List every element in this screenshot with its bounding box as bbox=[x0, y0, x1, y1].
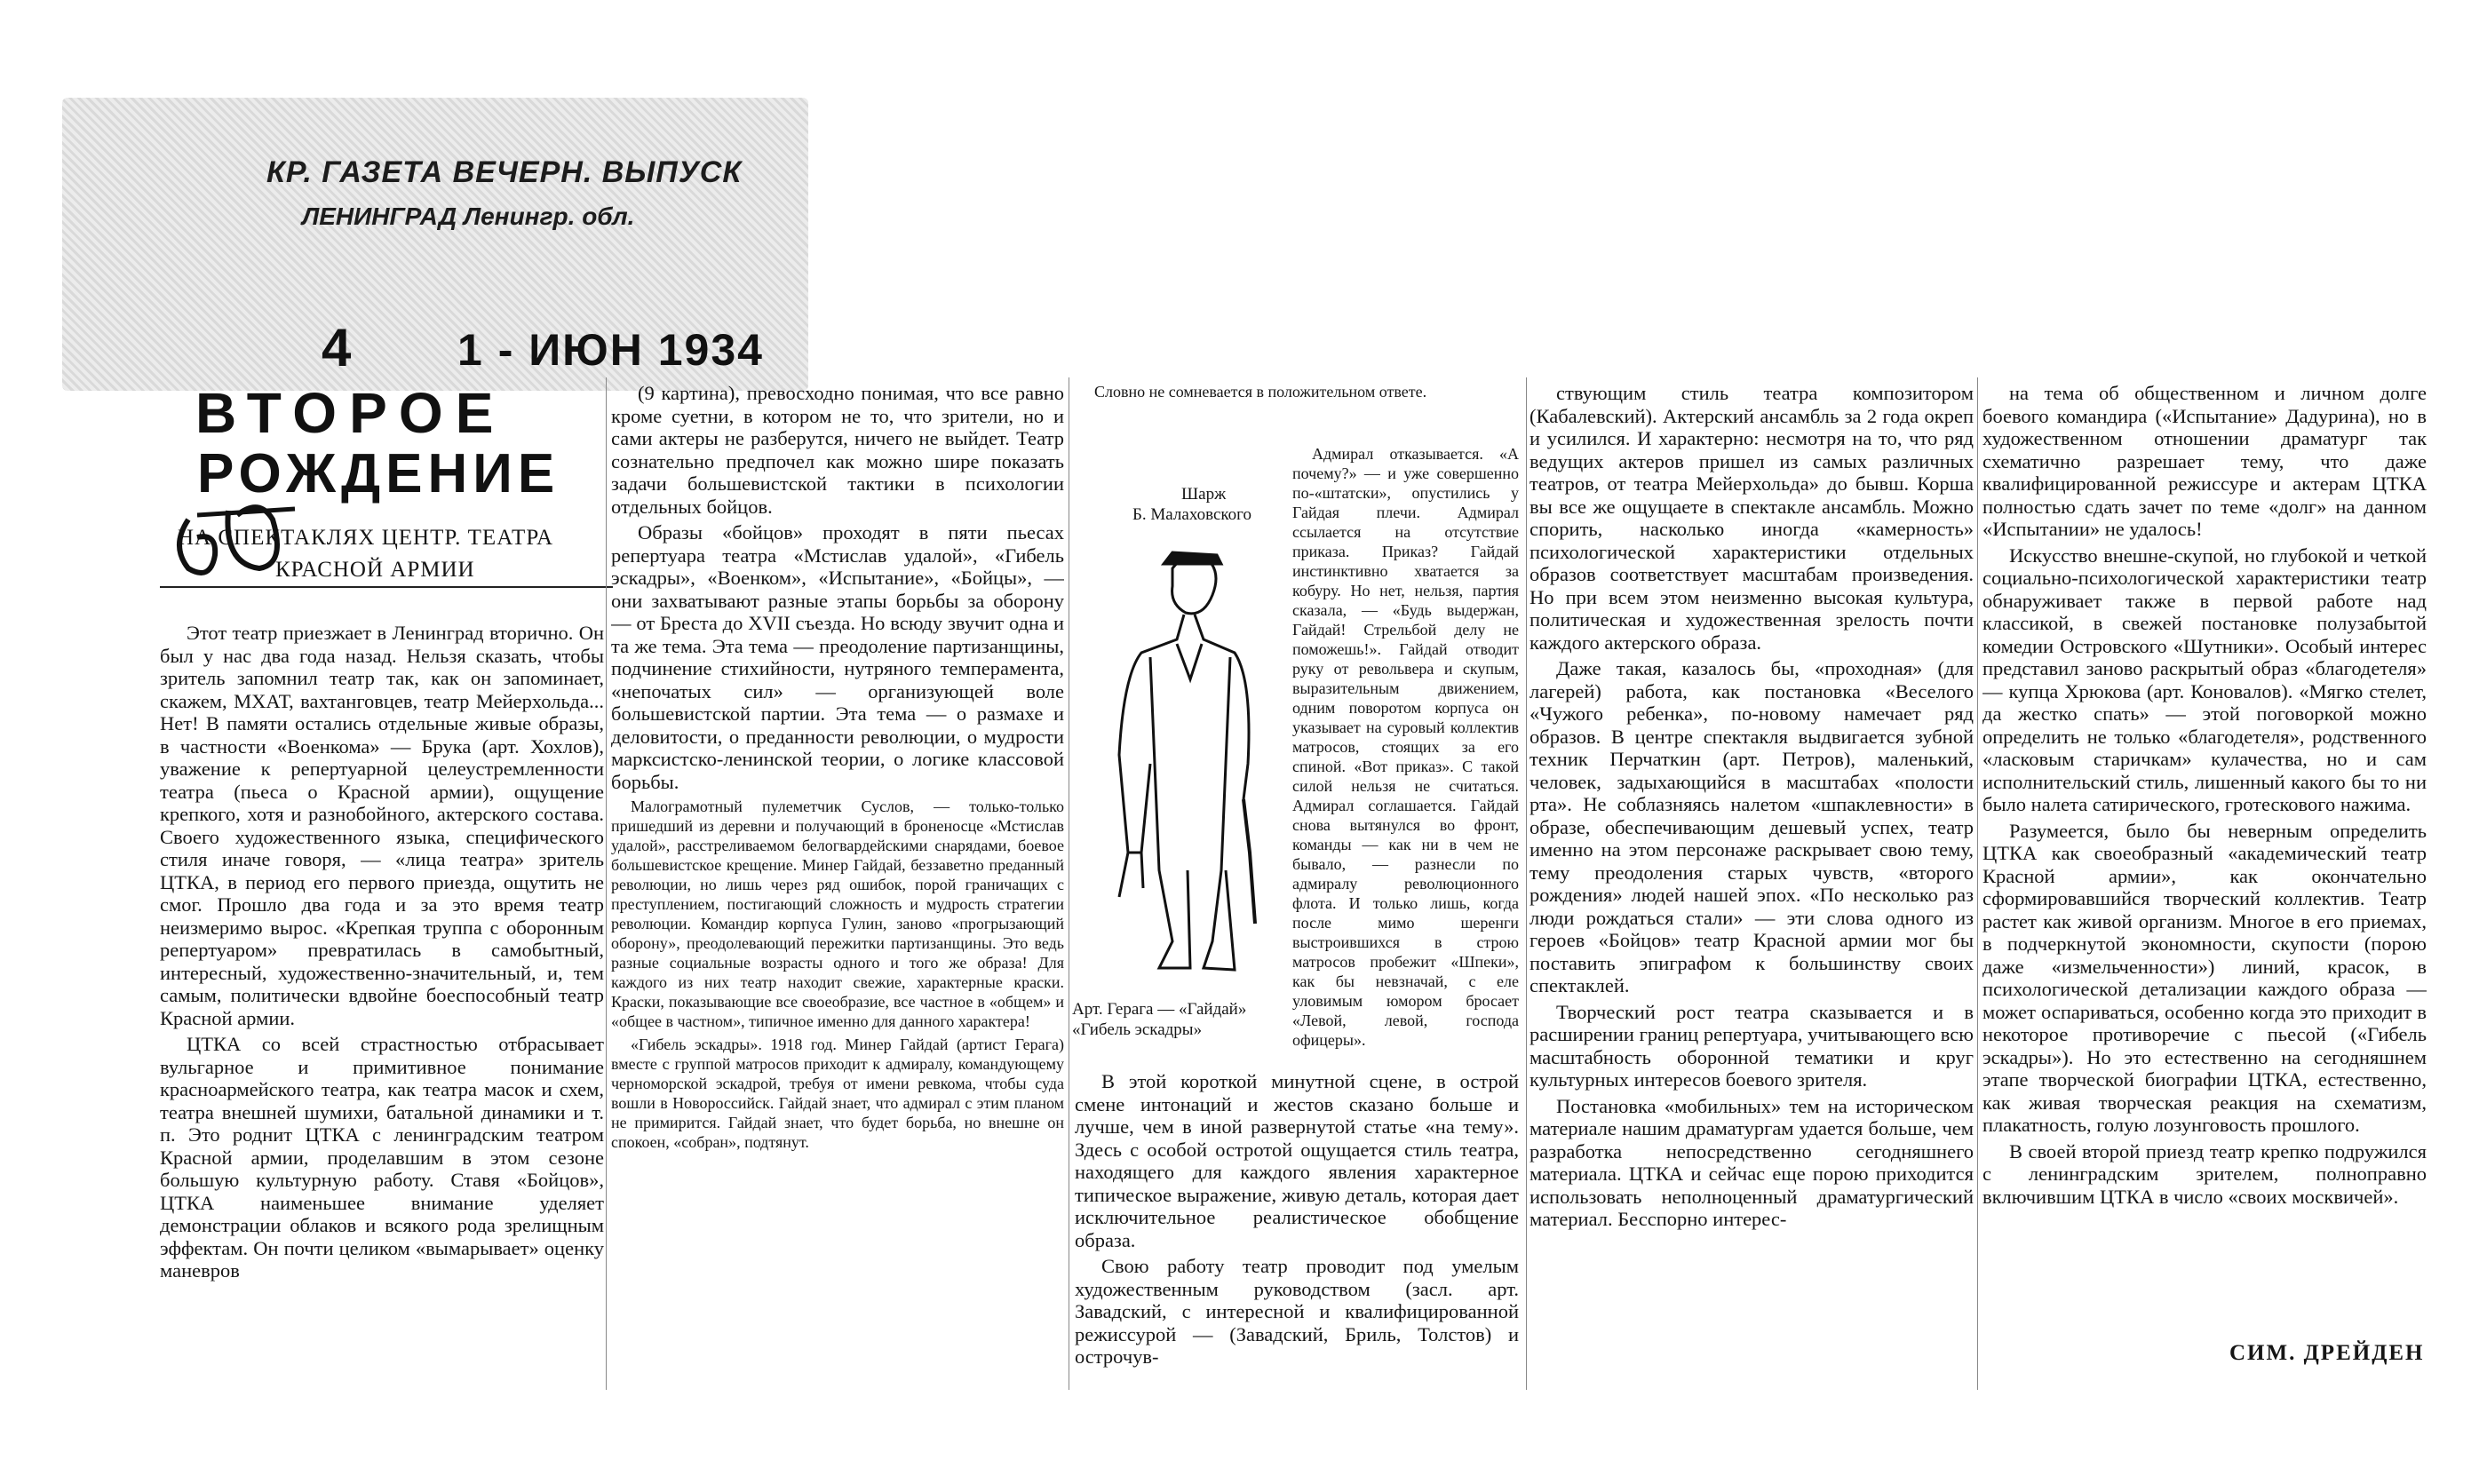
caricature-label-2: Б. Малаховского bbox=[1132, 505, 1251, 524]
article-column-3-side bbox=[1292, 444, 1519, 1070]
paragraph: Образы «бойцов» проходят в пяти пьесах репертуара театра «Мстислав удалой», «Гибель эскадры», «Военком», «Испытание», «Бойцы», — они захватывают разные этапы борьбы за оборону — от Бреста до XVII съезда. Но всюду звучит одна и та же тема. Эта тема — преодоление партизанщины, подчинение стихийности, нутряного темперамента, «непочатых сил» — организующей воле большевистской партии. Эта тема — о размахе и деловитости, о преданности революции, о мудрости марксистско-ленинской теории, о логике классовой борьбы. bbox=[611, 521, 1064, 793]
paragraph: Этот театр приезжает в Ленинград вторично. Он был у нас два года назад. Нельзя сказать, чтобы зритель запомнил театр так, как он запоминает, скажем, МХАТ, вахтанговцев, театр Мейерхольда... Нет! В памяти остались отдельные живые образы, в частности «Военкома» — Брука (арт. Хохлов), уважение к репертуарной целеустремленности театра (пьеса о Красной армии), ощущение крепкого, хотя и разнобойного, актерского состава. Своего художественного языка, специфического стиля иначе говоря, — «лица театра» зритель ЦТКА, в период его первого приезда, ощутить не смог. Прошло два года и за это время театр неизмеримо вырос. «Крепкая труппа с оборонным репертуаром» превратилась в самобытный, интересный, художественно-значительный, и, тем самым, политически вдвойне боеспособный театр Красной армии. bbox=[160, 622, 604, 1029]
paragraph: (9 картина), превосходно понимая, что все равно кроме суетни, в котором не то, что зрители, но и сами актеры не разберутся, ничего не выйдет. Театр сознательно предпочел как можно шире показать задачи большевистской тактики в психологии отдельных бойцов. bbox=[611, 382, 1064, 518]
column-rule bbox=[1526, 377, 1527, 1390]
stamp-number: 4 bbox=[322, 318, 352, 377]
author-signature: СИМ. ДРЕЙДЕН bbox=[2229, 1341, 2425, 1365]
article-column-2 bbox=[611, 382, 1064, 1385]
headline-title-line-1: ВТОРОЕ bbox=[195, 381, 506, 445]
column-rule bbox=[606, 377, 607, 1390]
paragraph: ЦТКА со всей страстностью отбрасывает вульгарное и примитивное понимание красноармейского театра, как театра масок и схем, театра внешней шумихи, батальной динамики и т. п. Это роднит ЦТКА с ленинградским театром Красной армии, проделавшим в этом сезоне большую культурную работу. Ставя «Бойцов», ЦТКА наименьшее внимание уделяет демонстрации облаков и всякого рода зрелищным эффектам. Он почти целиком «вымарывает» оценку маневров bbox=[160, 1033, 604, 1282]
headline-subtitle-line-1: НА СПЕКТАКЛЯХ ЦЕНТР. ТЕАТРА bbox=[178, 526, 554, 550]
paragraph: «Гибель эскадры». 1918 год. Минер Гайдай (артист Герага) вместе с группой матросов приходит к адмиралу, командующему черноморской эскадрой, требуя от имени ревкома, чтобы суда вошли в Новороссийск. Гайдай знает, что адмирал с этим планом не примирится. Гайдай знает, что будет борьба, но внешне он спокоен, «собран», подтянут. bbox=[611, 1036, 1064, 1151]
caricature-caption: Арт. Герага — «Гайдай» «Гибель эскадры» bbox=[1072, 1000, 1247, 1039]
paragraph: Адмирал отказывается. «А почему?» — и уже совершенно по-«штатски», опустились у Гайдая плечи. Адмирал ссылается на отсутствие приказа. Приказ? Гайдай инстинктивно хватается за кобуру. Но нет, нельзя, партия сказала, — «Будь выдержан, Гайдай! Стрельбой делу не поможешь!». Гайдай отводит руку от револьвера и скупым, выразительным движением, одним поворотом корпуса он указывает на суровый коллектив матросов, стоящих за его спиной. «Вот приказ». С такой силой нельзя не считаться. Адмирал соглашается. Гайдай снова вытянулся во фронт, команды — как ни в чем не бывало, — разнесли по адмиралу революционного флота. И только лишь, когда после мимо шеренги выстроившихся в строю матросов пробежит «Шпеки», как бы невзначай, с еле уловимым юмором бросает «Левой, левой, господа офицеры». bbox=[1292, 445, 1519, 1049]
paragraph: Словно не сомневается в положительном ответе. bbox=[1094, 383, 1427, 401]
small-print-block bbox=[611, 797, 1064, 1152]
article-column-1 bbox=[160, 622, 604, 1385]
article-column-3-bottom bbox=[1075, 1070, 1519, 1385]
paragraph: В этой короткой минутной сцене, в острой смене интонаций и жестов сказано больше и лучше, чем в иной развернутой статье «на тему». Здесь с особой остротой ощущается стиль театра, находящего для каждого явления характерное типическое выражение, живую деталь, которая дает исключительное реалистическое обобщение образа. bbox=[1075, 1070, 1519, 1251]
headline-subtitle-line-2: КРАСНОЙ АРМИИ bbox=[275, 558, 475, 582]
paragraph: Свою работу театр проводит под умелым художественным руководством (засл. арт. Завадский, с интересной и квалифицированной режиссурой — (Завадский, Бриль, Толстов) и острочув- bbox=[1075, 1255, 1519, 1368]
column-rule bbox=[1977, 377, 1978, 1390]
paragraph: на тема об общественном и личном долге боевого командира («Испытание» Дадурина), но в художественном отношении драматург так схематично разрешает тему, что даже квалифицированной режиссуре и актерам ЦТКА полностью сдать зачет по теме «долг» на данном «Испытании» не удалось! bbox=[1982, 382, 2427, 540]
article-column-4 bbox=[1530, 382, 1974, 1385]
paragraph: Постановка «мобильных» тем на историческом материале нашим драматургам удается больше, чем разработка непосредственно сегодняшнего материала. ЦТКА и сейчас еще порою приходится использовать неполноценный драматургический материал. Бесспорно интерес- bbox=[1530, 1094, 1974, 1230]
paragraph: Творческий рост театра сказывается и в расширении границ репертуара, учитывающего всю масштабность оборонной тематики и круг культурных интересов боевого зрителя. bbox=[1530, 1000, 1974, 1091]
article-column-5 bbox=[1982, 382, 2427, 1337]
paragraph: Искусство внешне-скупой, но глубокой и четкой социально-психологической характеристики театр обнаруживает также в первой работе над классикой, в свежей постановке полузабытой комедии Островского «Шутники». Особый интерес представил заново раскрытый образ «благодетеля» — купца Хрюкова (арт. Коновалов). «Мягко стелет, да жестко спать» — этой поговоркой можно определить не только «благодетеля», родственного «ласковым старичкам» кулачества, но и сам исполнительский стиль, лишенный какого бы то ни было налета сатирического, гротескового нажима. bbox=[1982, 544, 2427, 815]
paragraph: Малограмотный пулеметчик Суслов, — только-только пришедший из деревни и получающий в броненосце «Мстислав удалой», расстреливаемом белогвардейскими снарядами, боевое большевистское крещение. Минер Гайдай, беззаветно преданный революции, но лишь через ряд ошибок, порой граничащих с преступлением, постигающий сложность и мудрость стратегии революции. Командир корпуса Гулин, заново «прогрызающий оборону», преодолевающий пережитки партизанщины. Это ведь разные социальные возрасты одного и того же образа! Для каждого из них театр находит свежие, характерные краски. Краски, показывающие все своеобразие, все частное в «общем» и «общее в частном», типичное именно для данного характера! bbox=[611, 798, 1064, 1030]
paragraph: Разумеется, было бы неверным определить ЦТКА как своеобразный «академический театр Красной армии», как окончательно сформировавшийся творческий коллектив. Театр растет как живой организм. Многое в его приемах, в подчеркнутой экономности, скупости (порою даже «измельченности») линий, красок, в психологической детализации каждого образа — может оспариваться, особенно когда это приходит в некоторое противоречие с пьесой («Гибель эскадры»). Но это естественно на сегодняшнем этапе творческой биографии ЦТКА, естественно, как живая творческая реакция на схематизм, плакатность, голую лозунговость прошлого. bbox=[1982, 819, 2427, 1136]
handwritten-pencil-mark bbox=[162, 484, 322, 608]
paragraph: ствующим стиль театра композитором (Кабалевский). Актерский ансамбль за 2 года окреп и усилился. И характерно: несмотря на то, что ряд ведущих актеров пришел из самых различных театров, от театра Мейерхольда» до бывш. Корша вы все же ощущаете в спектакле ансамбль. Можно спорить, насколько иногда «камерность» психологической характеристики отдельных образов соответствует масштабам произведения. Но при всем этом неизменно высокая культура, политическая и художественная зрелость почти каждого актерского образа. bbox=[1530, 382, 1974, 654]
article-column-3-top bbox=[1075, 382, 1519, 444]
paragraph: В своей второй приезд театр крепко подружился с ленинградским зрителем, полноправно включившим ЦТКА в число «своих москвичей». bbox=[1982, 1139, 2427, 1208]
stamp-date: 1 - ИЮН 1934 bbox=[457, 325, 764, 375]
stamp-line-1: КР. ГАЗЕТА ВЕЧЕРН. ВЫПУСК bbox=[266, 155, 743, 189]
headline-title-line-2: РОЖДЕНИЕ bbox=[197, 443, 560, 504]
paragraph: Даже такая, казалось бы, «проходная» (для лагерей) работа, как постановка «Веселого «Чужого ребенка», по-новому намечает ряд образов. В центре спектакля выдвигается зубной техник Перчаткин (арт. Петров), маленький, человек, задыхающийся в масштабах «полости рта». Не соблазняясь налетом «шпаклевности» в образе, обеспечивающим дешевый успех, театр именно на этом персонаже раскрывает свою тему, тему преодоления старых чувств, «второго рождения» людей нашей эпох. «По несколько раз люди рождаться стали» — эти слова одного из героев «Бойцов» театр Красной армии мог бы поставить эпиграфом к большинству своих спектаклей. bbox=[1530, 657, 1974, 996]
caricature-drawing bbox=[1088, 533, 1292, 986]
stamp-line-2: ЛЕНИНГРАД Ленингр. обл. bbox=[302, 202, 635, 230]
caricature-label-1: Шарж bbox=[1181, 485, 1227, 504]
